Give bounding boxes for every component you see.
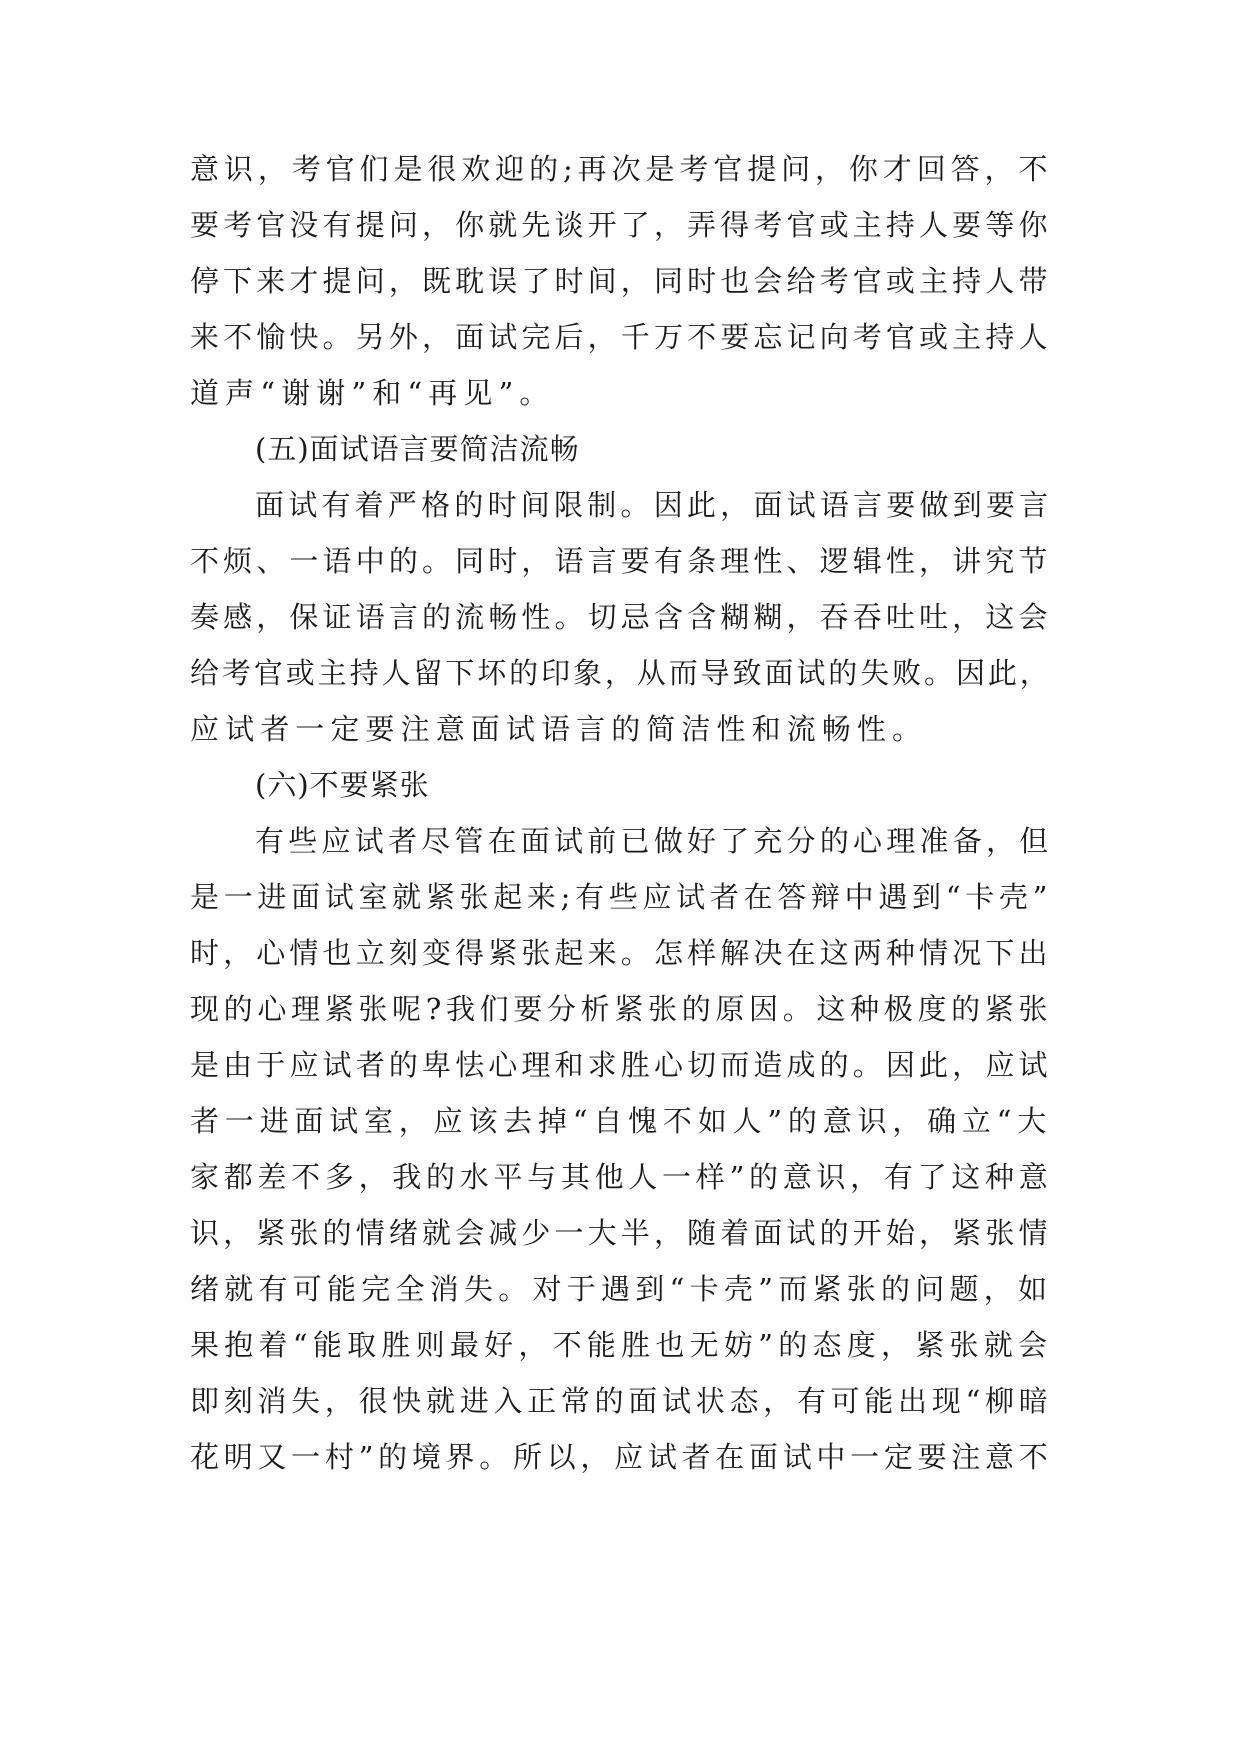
text-line: 应试者一定要注意面试语言的简洁性和流畅性。 [190,712,928,746]
text-line: 要考官没有提问，你就先谈开了，弄得考官或主持人要等你 [190,208,1052,242]
section-heading: (六)不要紧张 [255,768,430,802]
text-line: 停下来才提问，既耽误了时间，同时也会给考官或主持人带 [190,264,1052,298]
text-line: 果抱着“能取胜则最好，不能胜也无妨”的态度，紧张就会 [190,1328,1053,1362]
text-line: 不烦、一语中的。同时，语言要有条理性、逻辑性，讲究节 [190,544,1052,578]
text-line: 即刻消失，很快就进入正常的面试状态，有可能出现“柳暗 [190,1384,1053,1418]
text-line: 是一进面试室就紧张起来;有些应试者在答辩中遇到“卡壳” [190,880,1053,914]
text-line: 有些应试者尽管在面试前已做好了充分的心理准备，但 [255,824,1053,858]
text-line: 现的心理紧张呢?我们要分析紧张的原因。这种极度的紧张 [190,992,1053,1026]
text-line: 奏感，保证语言的流畅性。切忌含含糊糊，吞吞吐吐，这会 [190,600,1052,634]
text-line: 来不愉快。另外，面试完后，千万不要忘记向考官或主持人 [190,320,1052,354]
text-line: 者一进面试室，应该去掉“自愧不如人”的意识，确立“大 [190,1104,1053,1138]
text-line: 花明又一村”的境界。所以，应试者在面试中一定要注意不 [190,1440,1053,1474]
text-line: 给考官或主持人留下坏的印象，从而导致面试的失败。因此， [190,656,1052,690]
text-line: 家都差不多，我的水平与其他人一样”的意识，有了这种意 [190,1160,1053,1194]
text-line: 时，心情也立刻变得紧张起来。怎样解决在这两种情况下出 [190,936,1052,970]
text-line: 识，紧张的情绪就会减少一大半，随着面试的开始，紧张情 [190,1216,1052,1250]
text-line: 面试有着严格的时间限制。因此，面试语言要做到要言 [255,488,1053,522]
text-line: 绪就有可能完全消失。对于遇到“卡壳”而紧张的问题，如 [190,1272,1053,1306]
text-line: 意识，考官们是很欢迎的;再次是考官提问，你才回答，不 [190,152,1053,186]
text-line: 是由于应试者的卑怯心理和求胜心切而造成的。因此，应试 [190,1048,1052,1082]
section-heading: (五)面试语言要简洁流畅 [255,432,580,466]
text-line: 道声“谢谢”和“再见”。 [190,376,555,410]
